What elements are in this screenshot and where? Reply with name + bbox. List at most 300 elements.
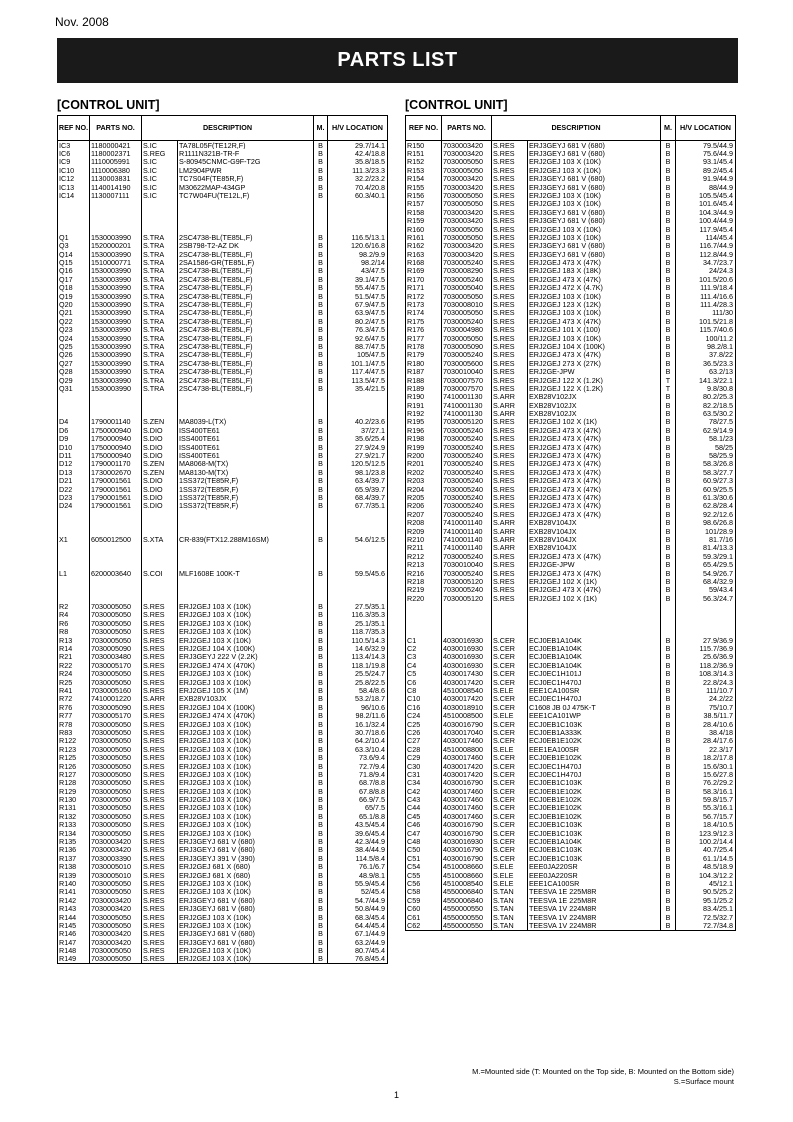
cell-hv-location: 92.2/12.6 [676,510,736,518]
cell-part-type: S.RES [142,762,178,770]
table-row [406,460,736,468]
table-row [406,317,736,325]
cell-parts-no: 4510008540 [442,879,492,887]
cell-description [178,544,314,552]
cell-parts-no: 4510008540 [442,686,492,694]
cell-part-type: S.RES [142,804,178,812]
table-row [58,384,388,392]
cell-part-type: S.RES [142,913,178,921]
cell-mount-side: B [661,804,676,812]
cell-part-type [142,577,178,585]
cell-part-type: S.RES [492,183,528,191]
cell-part-type: S.CER [492,829,528,837]
cell-ref-no: R170 [406,275,442,283]
table-row [58,141,388,150]
cell-part-type: S.RES [142,829,178,837]
cell-part-type: S.DIO [142,502,178,510]
table-row [58,846,388,854]
cell-description [528,602,661,610]
table-row [406,686,736,694]
cell-part-type [142,519,178,527]
table-row [58,628,388,636]
cell-ref-no: R156 [406,191,442,199]
cell-mount-side: B [661,921,676,930]
cell-description: ECJ0EC1H101J [528,670,661,678]
cell-part-type: S.TRA [142,267,178,275]
cell-description: 2SC4738-BL(TE85L,F) [178,376,314,384]
cell-description: ECJ0EB1C103K [528,720,661,728]
cell-hv-location: 120.6/16.8 [328,242,388,250]
table-row [58,292,388,300]
cell-mount-side: B [661,779,676,787]
table-row [58,695,388,703]
cell-description: ERJ2GEJ 473 X (47K) [528,275,661,283]
cell-description: 2SC4738-BL(TE85L,F) [178,233,314,241]
table-row [406,795,736,803]
cell-description: ERJ2GE-JPW [528,368,661,376]
cell-ref-no: R8 [58,628,90,636]
table-row [406,535,736,543]
cell-part-type: S.CER [492,703,528,711]
table-row [58,787,388,795]
cell-part-type: S.RES [492,552,528,560]
cell-part-type: S.TRA [142,250,178,258]
cell-description: EEE1CA101WP [528,712,661,720]
cell-part-type: S.CER [492,678,528,686]
cell-description: 1SS372(TE85R,F) [178,485,314,493]
cell-ref-no: C51 [406,854,442,862]
cell-parts-no: 7030005240 [442,468,492,476]
cell-hv-location: 65.1/8.8 [328,812,388,820]
cell-mount-side: B [661,250,676,258]
table-row [406,376,736,384]
cell-ref-no: R154 [406,175,442,183]
cell-description: ECJ0EB1E102K [528,812,661,820]
cell-description: ERJ3GEYJ 681 V (680) [528,217,661,225]
cell-description: ERJ2GEJ 102 X (1K) [528,577,661,585]
table-row [58,728,388,736]
cell-part-type: S.CER [492,636,528,644]
cell-hv-location: 98.2/8.1 [676,342,736,350]
cell-ref-no: IC12 [58,175,90,183]
table-row [58,158,388,166]
cell-hv-location: 65/7.5 [328,804,388,812]
cell-hv-location: 101.1/47.5 [328,359,388,367]
cell-parts-no: 4030016790 [442,821,492,829]
cell-ref-no: C2 [406,644,442,652]
cell-hv-location: 93.1/45.4 [676,158,736,166]
cell-ref-no [58,527,90,535]
cell-description: ECJ0EB1E102K [528,804,661,812]
cell-part-type: S.ELE [492,745,528,753]
cell-part-type: S.DIO [142,435,178,443]
cell-mount-side [314,527,328,535]
cell-description: MA8068-M(TX) [178,460,314,468]
table-row [406,804,736,812]
cell-part-type: S.TRA [142,300,178,308]
cell-ref-no: IC13 [58,183,90,191]
cell-part-type: S.RES [142,720,178,728]
cell-ref-no: R210 [406,535,442,543]
table-row [58,602,388,610]
cell-hv-location: 98.2/14 [328,258,388,266]
cell-hv-location: 45/12.1 [676,879,736,887]
table-row [406,418,736,426]
table-row [406,410,736,418]
cell-hv-location [328,401,388,409]
cell-description: EEE1CA100SR [528,879,661,887]
cell-parts-no: 7030003420 [90,938,142,946]
cell-hv-location: 98.1/23.8 [328,468,388,476]
cell-hv-location: 101.6/45.4 [676,200,736,208]
cell-mount-side: B [661,284,676,292]
cell-mount-side: B [661,300,676,308]
cell-part-type [492,619,528,627]
cell-ref-no: R155 [406,183,442,191]
cell-ref-no: C61 [406,913,442,921]
cell-description: ERJ2GEJ 103 X (10K) [178,921,314,929]
cell-mount-side: B [661,795,676,803]
cell-ref-no: R200 [406,451,442,459]
cell-ref-no: R218 [406,577,442,585]
cell-hv-location: 67.1/44.9 [328,930,388,938]
cell-mount-side: B [661,527,676,535]
cell-ref-no: D6 [58,426,90,434]
cell-hv-location: 98.2/9.9 [328,250,388,258]
cell-description: ECJ0EB1E102K [528,754,661,762]
cell-mount-side: B [314,670,328,678]
cell-parts-no: 1530003990 [90,267,142,275]
cell-parts-no: 7410001140 [442,544,492,552]
cell-part-type: S.ARR [492,544,528,552]
cell-hv-location: 101.5/20.6 [676,275,736,283]
table-row [58,502,388,510]
table-row [58,561,388,569]
cell-description: ERJ2GEJ 273 X (27K) [528,359,661,367]
cell-hv-location: 42.3/44.9 [328,837,388,845]
cell-description: ERJ3GEYJ 681 V (680) [528,149,661,157]
cell-part-type: S.RES [492,284,528,292]
cell-parts-no [90,208,142,216]
cell-hv-location: 66.9/7.5 [328,795,388,803]
cell-part-type [142,393,178,401]
cell-mount-side: B [661,905,676,913]
cell-ref-no: R160 [406,225,442,233]
cell-description: ERJ2GEJ 473 X (47K) [528,258,661,266]
cell-parts-no: 1130007111 [90,191,142,199]
cell-parts-no: 1530003990 [90,300,142,308]
cell-hv-location: 105/47.5 [328,351,388,359]
cell-ref-no: R4 [58,611,90,619]
table-row [406,384,736,392]
table-row [406,594,736,602]
table-row [406,141,736,150]
cell-mount-side: B [661,686,676,694]
cell-part-type [142,401,178,409]
cell-parts-no: 7030003420 [442,183,492,191]
cell-mount-side: B [314,443,328,451]
table-row [406,233,736,241]
cell-parts-no [442,611,492,619]
table-row [406,653,736,661]
table-row [58,493,388,501]
cell-part-type: S.ARR [492,519,528,527]
cell-ref-no: R138 [58,863,90,871]
cell-description: ECJ0EB1A104K [528,661,661,669]
cell-parts-no: 1140014190 [90,183,142,191]
cell-parts-no: 1130003831 [90,175,142,183]
cell-part-type: S.RES [142,611,178,619]
cell-parts-no: 4030016930 [442,644,492,652]
cell-ref-no: R199 [406,443,442,451]
table-row [58,309,388,317]
cell-description: TC7W04FU(TE12L,F) [178,191,314,199]
cell-mount-side: B [314,930,328,938]
cell-mount-side: B [314,284,328,292]
cell-parts-no: 7030003420 [442,217,492,225]
cell-description: ERJ2GEJ 103 X (10K) [178,913,314,921]
table-row [58,653,388,661]
cell-part-type: S.IC [142,158,178,166]
cell-hv-location: 25.8/22.5 [328,678,388,686]
table-row [58,795,388,803]
cell-mount-side: B [661,485,676,493]
cell-description [178,552,314,560]
cell-hv-location [328,586,388,594]
cell-hv-location: 27.9/36.9 [676,636,736,644]
cell-hv-location: 38.4/44.9 [328,846,388,854]
table-row [58,393,388,401]
table-row [58,921,388,929]
cell-mount-side: B [661,863,676,871]
cell-mount-side: B [661,317,676,325]
cell-mount-side: B [661,183,676,191]
cell-description [178,410,314,418]
cell-parts-no: 4030016790 [442,829,492,837]
cell-description: ERJ2GEJ 103 X (10K) [178,602,314,610]
cell-mount-side: B [314,653,328,661]
cell-hv-location: 35.4/21.5 [328,384,388,392]
cell-ref-no: R220 [406,594,442,602]
cell-description: TC7S04F(TE85R,F) [178,175,314,183]
cell-hv-location: 63.2/44.9 [328,938,388,946]
cell-description: ERJ3GEYJ 681 V (680) [178,930,314,938]
cell-mount-side: B [661,787,676,795]
cell-mount-side [314,410,328,418]
cell-ref-no: C44 [406,804,442,812]
cell-part-type [142,410,178,418]
cell-ref-no: D23 [58,493,90,501]
cell-description: ERJ3GEYJ 681 V (680) [178,896,314,904]
cell-part-type [142,561,178,569]
cell-description: 2SC4738-BL(TE85L,F) [178,275,314,283]
cell-parts-no: 7030003420 [90,837,142,845]
table-row [406,737,736,745]
cell-mount-side: B [314,837,328,845]
cell-mount-side: B [314,275,328,283]
right-section-title: [CONTROL UNIT] [405,98,508,112]
cell-description: ERJ2GEJ 473 X (47K) [528,485,661,493]
cell-ref-no: R128 [58,779,90,787]
cell-ref-no: C62 [406,921,442,930]
cell-ref-no: Q21 [58,309,90,317]
cell-parts-no: 7030005050 [90,947,142,955]
table-row [406,712,736,720]
cell-mount-side: B [661,275,676,283]
table-row [58,510,388,518]
cell-parts-no: 7030005050 [90,619,142,627]
cell-description: EEE1EA100SR [528,745,661,753]
cell-parts-no: 7410001140 [442,527,492,535]
cell-description [178,208,314,216]
cell-description: ECJ0EB1A333K [528,728,661,736]
cell-parts-no: 7030005160 [90,686,142,694]
table-row [406,225,736,233]
cell-mount-side: B [314,351,328,359]
cell-hv-location: 39.6/45.4 [328,829,388,837]
cell-hv-location [676,602,736,610]
cell-mount-side: B [314,477,328,485]
table-row [58,485,388,493]
table-row [406,871,736,879]
cell-part-type: S.RES [492,351,528,359]
cell-hv-location: 15.6/27.8 [676,770,736,778]
cell-part-type: S.DIO [142,493,178,501]
cell-ref-no: IC14 [58,191,90,199]
cell-parts-no: 7030005050 [90,628,142,636]
cell-hv-location: 100/11.2 [676,334,736,342]
cell-part-type: S.RES [492,292,528,300]
cell-parts-no: 7030007570 [442,384,492,392]
table-row [406,250,736,258]
cell-part-type: S.CER [492,837,528,845]
cell-parts-no: 7030005050 [90,611,142,619]
cell-part-type: S.RES [142,644,178,652]
cell-parts-no: 7030005050 [90,821,142,829]
cell-hv-location: 81.7/16 [676,535,736,543]
cell-parts-no: 1530003990 [90,317,142,325]
cell-parts-no: 4550006840 [442,888,492,896]
cell-ref-no: R168 [406,258,442,266]
cell-hv-location: 117.4/47.5 [328,368,388,376]
cell-description [178,225,314,233]
cell-mount-side [314,586,328,594]
table-row [58,737,388,745]
table-row [58,586,388,594]
cell-part-type: S.RES [492,384,528,392]
cell-part-type: S.RES [492,217,528,225]
cell-part-type [142,552,178,560]
cell-part-type: S.CER [492,779,528,787]
cell-mount-side: B [314,821,328,829]
table-row [58,426,388,434]
cell-part-type: S.RES [142,905,178,913]
cell-hv-location: 64.4/45.4 [328,921,388,929]
cell-mount-side: B [661,393,676,401]
cell-parts-no: 4030016930 [442,653,492,661]
cell-ref-no: L1 [58,569,90,577]
cell-part-type: S.RES [492,426,528,434]
cell-part-type: S.RES [142,636,178,644]
cell-mount-side: B [314,678,328,686]
cell-parts-no: 7030005120 [442,418,492,426]
table-row [406,787,736,795]
table-row [406,200,736,208]
cell-ref-no [58,561,90,569]
table-row [58,267,388,275]
cell-description: MA8039-L(TX) [178,418,314,426]
cell-hv-location: 76.3/47.5 [328,326,388,334]
col-header-description: DESCRIPTION [492,116,661,141]
cell-description: ERJ2GEJ 103 X (10K) [178,628,314,636]
cell-description: ECJ0EB1C103K [528,846,661,854]
cell-ref-no: R13 [58,636,90,644]
cell-description: ERJ2GEJ 103 X (10K) [178,787,314,795]
cell-mount-side: B [314,712,328,720]
cell-description: 2SC4738-BL(TE85L,F) [178,351,314,359]
cell-description: TEESVA 1V 224M8R [528,921,661,930]
table-row [406,577,736,585]
cell-ref-no: Q3 [58,242,90,250]
cell-mount-side: B [314,317,328,325]
cell-part-type [492,628,528,636]
cell-description: ISS400TE61 [178,426,314,434]
table-row [58,225,388,233]
cell-ref-no: R188 [406,376,442,384]
cell-hv-location: 65.9/39.7 [328,485,388,493]
cell-mount-side: B [314,628,328,636]
cell-hv-location: 118.2/36.9 [676,661,736,669]
cell-part-type: S.DIO [142,443,178,451]
cell-mount-side: B [661,258,676,266]
cell-parts-no: 7030005050 [442,158,492,166]
cell-description: ERJ2GEJ 473 X (47K) [528,552,661,560]
cell-hv-location: 114.5/8.4 [328,854,388,862]
table-row [406,636,736,644]
table-row [58,611,388,619]
cell-part-type [142,217,178,225]
cell-mount-side: B [314,141,328,150]
cell-mount-side: B [314,359,328,367]
cell-part-type [492,602,528,610]
cell-ref-no: R205 [406,493,442,501]
cell-part-type [142,200,178,208]
cell-parts-no: 1530003990 [90,284,142,292]
table-row [58,300,388,308]
cell-description: ERJ2GEJ 473 X (47K) [528,351,661,359]
cell-ref-no: C55 [406,871,442,879]
table-row [406,477,736,485]
cell-hv-location: 72.7/34.8 [676,921,736,930]
cell-part-type: S.TAN [492,888,528,896]
cell-hv-location: 54.6/12.5 [328,535,388,543]
cell-ref-no: Q31 [58,384,90,392]
cell-description [178,510,314,518]
cell-ref-no: R176 [406,326,442,334]
cell-mount-side: B [314,342,328,350]
cell-mount-side: B [314,703,328,711]
table-row [406,846,736,854]
cell-description: ERJ3GEYJ 681 V (680) [528,175,661,183]
cell-parts-no: 7030003420 [90,846,142,854]
cell-description: ERJ2GEJ 103 X (10K) [178,821,314,829]
cell-description: LM2904PWR [178,166,314,174]
table-row [406,905,736,913]
table-row [406,393,736,401]
table-row [406,569,736,577]
table-row [406,183,736,191]
cell-parts-no: 1530003990 [90,250,142,258]
